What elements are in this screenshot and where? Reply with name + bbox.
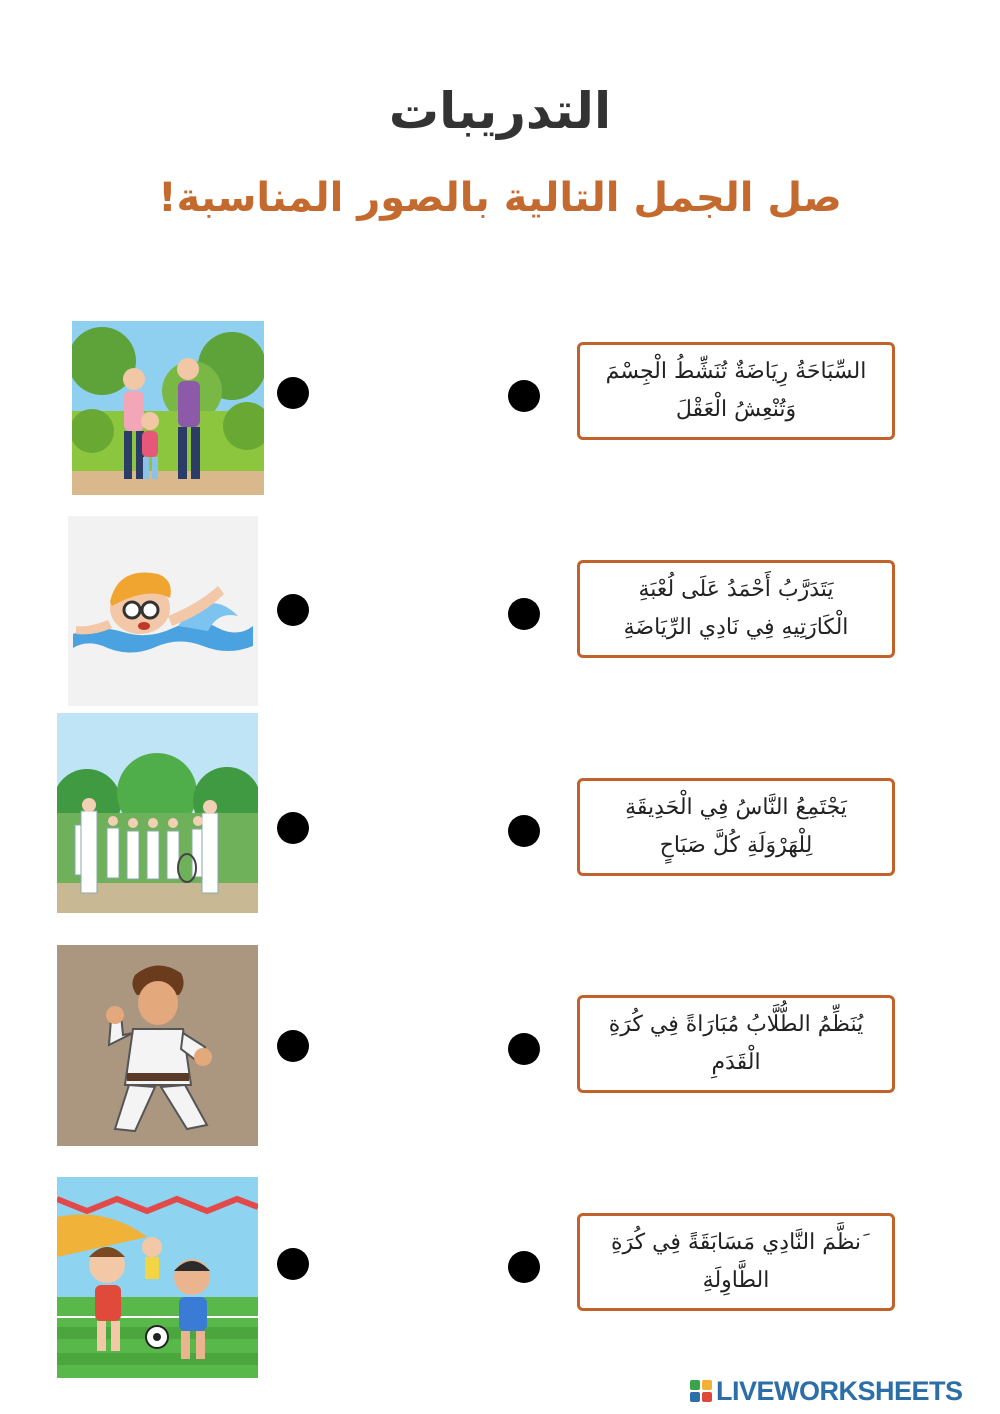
instruction-heading: صل الجمل التالية بالصور المناسبة! — [158, 175, 842, 221]
brand-logo — [690, 1375, 963, 1407]
sentence-box-2 — [577, 560, 895, 658]
picture-4-dot[interactable] — [277, 1030, 309, 1062]
sentence-4-dot[interactable] — [508, 1033, 540, 1065]
logo-icon — [690, 1380, 712, 1402]
sentence-5-dot[interactable] — [508, 1251, 540, 1283]
family-jogging-image — [72, 321, 264, 495]
football-team-image — [57, 713, 258, 913]
picture-5-dot[interactable] — [277, 1248, 309, 1280]
sentence-box-1 — [577, 342, 895, 440]
sentence-text: َنظَّمَ النَّادِي مَسَابَقَةً فِي كُرَةِ الطَّاوِلَةِ — [610, 1230, 862, 1293]
picture-1-dot[interactable] — [277, 377, 309, 409]
page-title: التدريبات — [388, 82, 612, 140]
picture-3-dot[interactable] — [277, 812, 309, 844]
sentence-box-5 — [577, 1213, 895, 1311]
sentence-text: يَتَدَرَّبُ أَحْمَدُ عَلَى لُعْبَةِ الْكَارَتِيهِ فِي نَادِي الرِّيَاضَةِ — [623, 577, 849, 640]
karate-boy-image — [57, 945, 258, 1146]
picture-2-dot[interactable] — [277, 594, 309, 626]
sentence-box-4 — [577, 995, 895, 1093]
brand-text: LIVEWORKSHEETS — [716, 1375, 963, 1406]
sentence-3-dot[interactable] — [508, 815, 540, 847]
sentence-text: يُنَظِّمُ الطُّلَّابُ مُبَارَاةً فِي كُرَةِ الْقَدَمِ — [608, 1012, 864, 1075]
sentence-box-3 — [577, 778, 895, 876]
sentence-2-dot[interactable] — [508, 598, 540, 630]
sentence-text: يَجْتَمِعُ النَّاسُ فِي الْحَدِيقَةِ لِلْهَرْوَلَةِ كُلَّ صَبَاحٍ — [625, 795, 847, 858]
sentence-text: السِّبَاحَةُ رِيَاضَةٌ تُنَشِّطُ الْجِسْمَ وَتُنْعِشُ الْعَقْلَ — [605, 359, 867, 422]
sentence-1-dot[interactable] — [508, 380, 540, 412]
kids-football-image — [57, 1177, 258, 1378]
swimmer-image — [68, 516, 258, 706]
